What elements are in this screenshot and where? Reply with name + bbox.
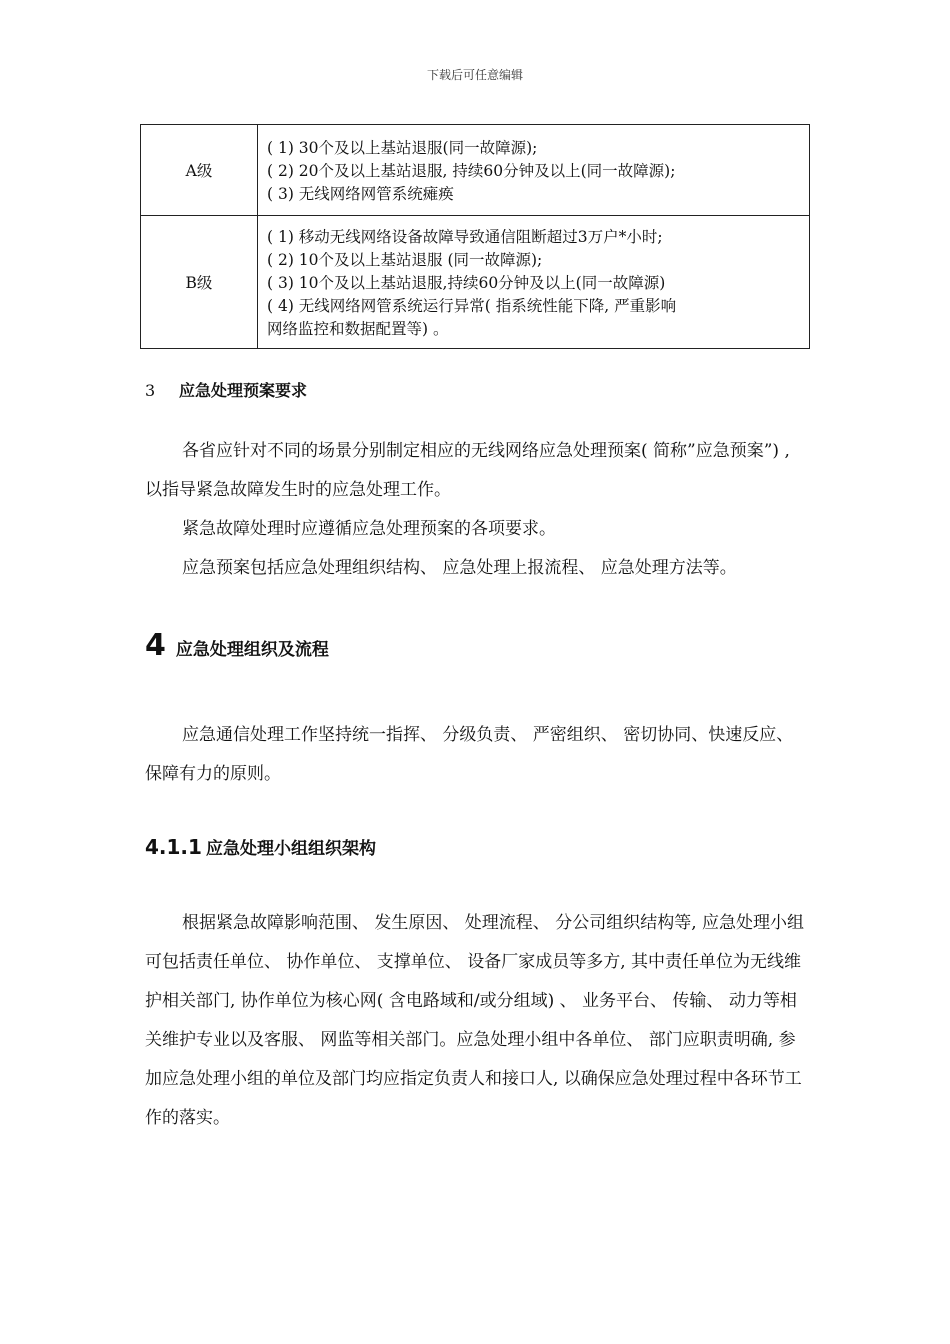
table-row: [141, 125, 810, 216]
section-title: 应急处理预案要求: [179, 381, 308, 400]
section-3-heading: [145, 378, 307, 401]
section-number: 3: [145, 381, 156, 400]
section-number: 4: [145, 628, 166, 663]
section-title: 应急处理小组组织架构: [205, 839, 376, 859]
condition-line: ( 4) 无线网络网管系统运行异常( 指系统性能下降, 严重影响: [267, 296, 677, 315]
fault-level-table: [140, 124, 810, 349]
condition-line: ( 3) 10个及以上基站退服,持续60分钟及以上(同一故障源): [267, 273, 666, 292]
section-number: 4.1.1: [145, 835, 202, 859]
level-cell: A级: [141, 125, 258, 216]
paragraph: 应急预案包括应急处理组织结构、 应急处理上报流程、 应急处理方法等。: [182, 558, 737, 578]
condition-line: ( 2) 10个及以上基站退服 (同一故障源);: [267, 250, 543, 269]
condition-line: ( 3) 无线网络网管系统瘫痪: [267, 184, 454, 203]
condition-line: ( 2) 20个及以上基站退服, 持续60分钟及以上(同一故障源);: [267, 161, 676, 180]
page-header: 下载后可任意编辑: [426, 68, 523, 82]
section-4-heading: [145, 628, 329, 663]
table-row: [141, 216, 810, 349]
description-cell: [258, 216, 810, 349]
condition-line: ( 1) 移动无线网络设备故障导致通信阻断超过3万户*小时;: [267, 227, 663, 246]
section-4-1-1-heading: [145, 834, 376, 859]
paragraph: 应急通信处理工作坚持统一指挥、 分级负责、 严密组织、 密切协同、快速反应、 保障有力的原则。: [145, 725, 794, 784]
paragraph: 各省应针对不同的场景分别制定相应的无线网络应急处理预案( 简称”应急预案”) , 以指导紧急故障发生时的应急处理工作。: [145, 441, 790, 500]
paragraph: 根据紧急故障影响范围、 发生原因、 处理流程、 分公司组织结构等, 应急处理小组可包括责任单位、 协作单位、 支撑单位、 设备厂家成员等多方, 其中责任单位为无线维护相关部门, 协作单位为核心网( 含电路域和/或分组域) 、 业务平台、 传输、 动力等相关维护专业以及客服、 网监等相关部门。应急处理小组中各单位、 部门应职责明确, 参加应急处理小组的单位及部门均应指定负责人和接口人, 以确保应急处理过程中各环节工作的落实。: [145, 913, 805, 1128]
condition-line: 网络监控和数据配置等) 。: [267, 319, 449, 338]
condition-line: ( 1) 30个及以上基站退服(同一故障源);: [267, 138, 538, 157]
section-title: 应急处理组织及流程: [175, 640, 329, 660]
level-cell: B级: [141, 216, 258, 349]
description-cell: [258, 125, 810, 216]
paragraph: 紧急故障处理时应遵循应急处理预案的各项要求。: [182, 519, 556, 539]
